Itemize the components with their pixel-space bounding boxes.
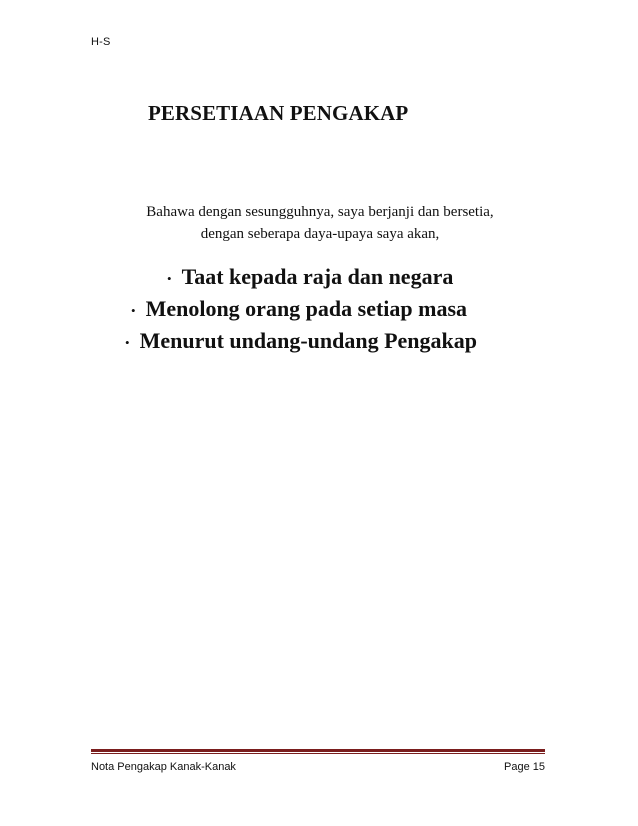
pledge-item-text: Taat kepada raja dan negara: [181, 264, 454, 289]
pledge-item-2: [131, 294, 467, 326]
intro-paragraph: [96, 201, 544, 245]
footer-divider-thin: [91, 753, 545, 754]
pledge-item-text: Menolong orang pada setiap masa: [145, 296, 468, 321]
pledge-item-3: [125, 326, 477, 358]
bullet-icon: •: [125, 334, 130, 350]
footer-document-name: Nota Pengakap Kanak-Kanak: [91, 761, 236, 773]
footer-divider: [91, 749, 545, 752]
intro-line-2: dengan seberapa daya-upaya saya akan,: [200, 226, 440, 242]
page-title: PERSETIAAN PENGAKAP: [148, 101, 409, 125]
pledge-item-text: Menurut undang-undang Pengakap: [139, 328, 478, 353]
running-header: H-S: [91, 36, 111, 48]
bullet-icon: •: [167, 270, 172, 286]
intro-line-1: Bahawa dengan sesungguhnya, saya berjanji dan bersetia,: [146, 204, 494, 220]
bullet-icon: •: [131, 302, 136, 318]
pledge-item-1: [167, 262, 453, 294]
footer-page-number: Page 15: [504, 761, 545, 773]
